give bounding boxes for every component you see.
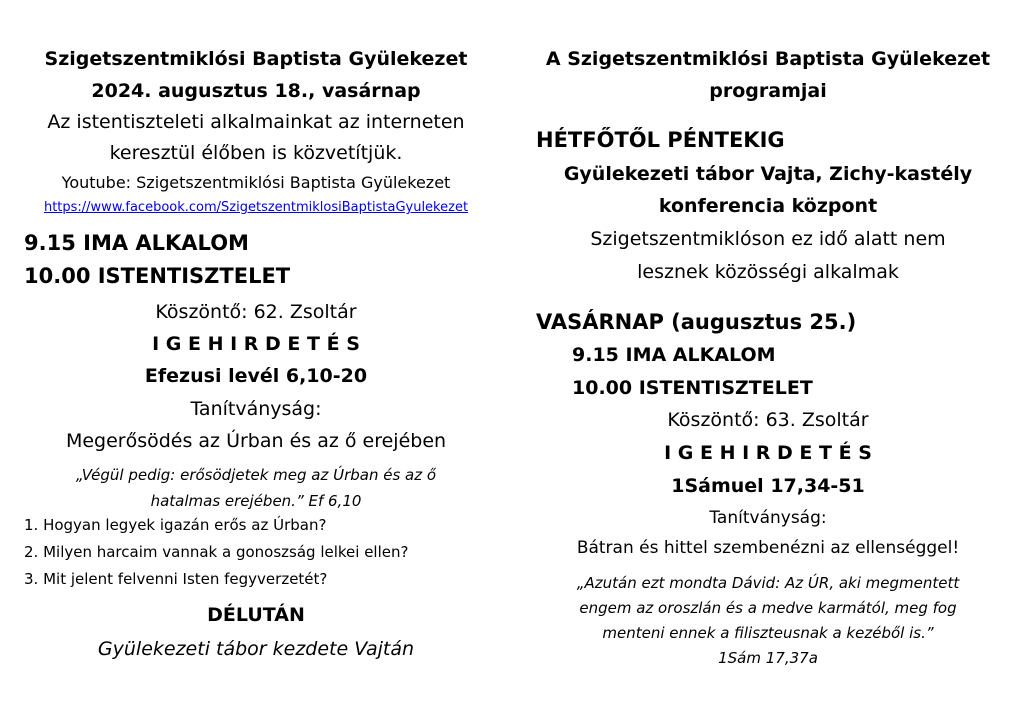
afternoon-heading: DÉLUTÁN — [207, 604, 305, 626]
sunday-heading: VASÁRNAP (augusztus 25.) — [536, 310, 857, 334]
no-events-note-line-2: lesznek közösségi alkalmak — [637, 261, 899, 283]
camp-location-line-2: konferencia központ — [658, 195, 878, 217]
bible-quote-line-1: „Végül pedig: erősödjetek meg az Úrban és az ő — [75, 466, 437, 484]
afternoon-text: Gyülekezeti tábor kezdete Vajtán — [97, 638, 415, 660]
facebook-link-row — [0, 198, 512, 214]
programs-title-line-2: programjai — [709, 80, 827, 102]
question-item: 2. Milyen harcaim vannak a gonoszság lelkei ellen? — [24, 543, 409, 561]
church-title: Szigetszentmiklósi Baptista Gyülekezet — [44, 48, 468, 70]
service-time: 10.00 ISTENTISZTELET — [572, 377, 813, 399]
discipleship-theme: Bátran és hittel szembenézni az ellenséggel! — [576, 538, 960, 558]
question-item: 3. Mit jelent felvenni Isten fegyverzetét? — [24, 570, 328, 588]
service-date: 2024. augusztus 18., vasárnap — [91, 80, 421, 102]
bible-quote-line-2: hatalmas erejében.” Ef 6,10 — [150, 492, 362, 510]
sermon-passage: Efezusi levél 6,10-20 — [144, 365, 368, 387]
programs-title-line-1: A Szigetszentmiklósi Baptista Gyülekezet — [545, 48, 991, 70]
no-events-note-line-1: Szigetszentmiklóson ez idő alatt nem — [590, 228, 946, 250]
youtube-info: Youtube: Szigetszentmiklósi Baptista Gyülekezet — [61, 173, 451, 192]
facebook-link[interactable]: https://www.facebook.com/SzigetszentmiklosiBaptistaGyulekezet — [43, 200, 469, 215]
prayer-time: 9.15 IMA ALKALOM — [572, 344, 776, 366]
discipleship-theme: Megerősödés az Úrban és az ő erejében — [65, 430, 447, 452]
discipleship-label: Tanítványság: — [709, 508, 827, 528]
sermon-heading: I G E H I R D E T É S — [664, 442, 872, 464]
broadcast-info-line-2: keresztül élőben is közvetítjük. — [109, 142, 403, 164]
greeting-psalm: Köszöntő: 62. Zsoltár — [155, 301, 357, 323]
greeting-psalm: Köszöntő: 63. Zsoltár — [667, 409, 869, 431]
discipleship-label: Tanítványság: — [190, 398, 322, 420]
broadcast-info-line-1: Az istentiszteleti alkalmainkat az interneten — [47, 111, 465, 133]
bible-quote-line-3: menteni ennek a filiszteusnak a kezéből is.” — [602, 624, 934, 642]
bible-quote-line-1: „Azután ezt mondta Dávid: Az ÚR, aki megmentett — [576, 574, 960, 592]
question-item: 1. Hogyan legyek igazán erős az Úrban? — [24, 516, 327, 534]
right-column — [512, 0, 1024, 724]
prayer-time: 9.15 IMA ALKALOM — [24, 231, 249, 255]
bible-quote-reference: 1Sám 17,37a — [718, 649, 818, 667]
bible-quote-line-2: engem az oroszlán és a medve karmától, meg fog — [579, 599, 957, 617]
camp-location-line-1: Gyülekezeti tábor Vajta, Zichy-kastély — [563, 163, 973, 185]
weekdays-heading: HÉTFŐTŐL PÉNTEKIG — [536, 128, 785, 152]
service-time: 10.00 ISTENTISZTELET — [24, 264, 291, 288]
sermon-heading: I G E H I R D E T É S — [152, 333, 360, 355]
sermon-passage: 1Sámuel 17,34-51 — [671, 475, 865, 497]
